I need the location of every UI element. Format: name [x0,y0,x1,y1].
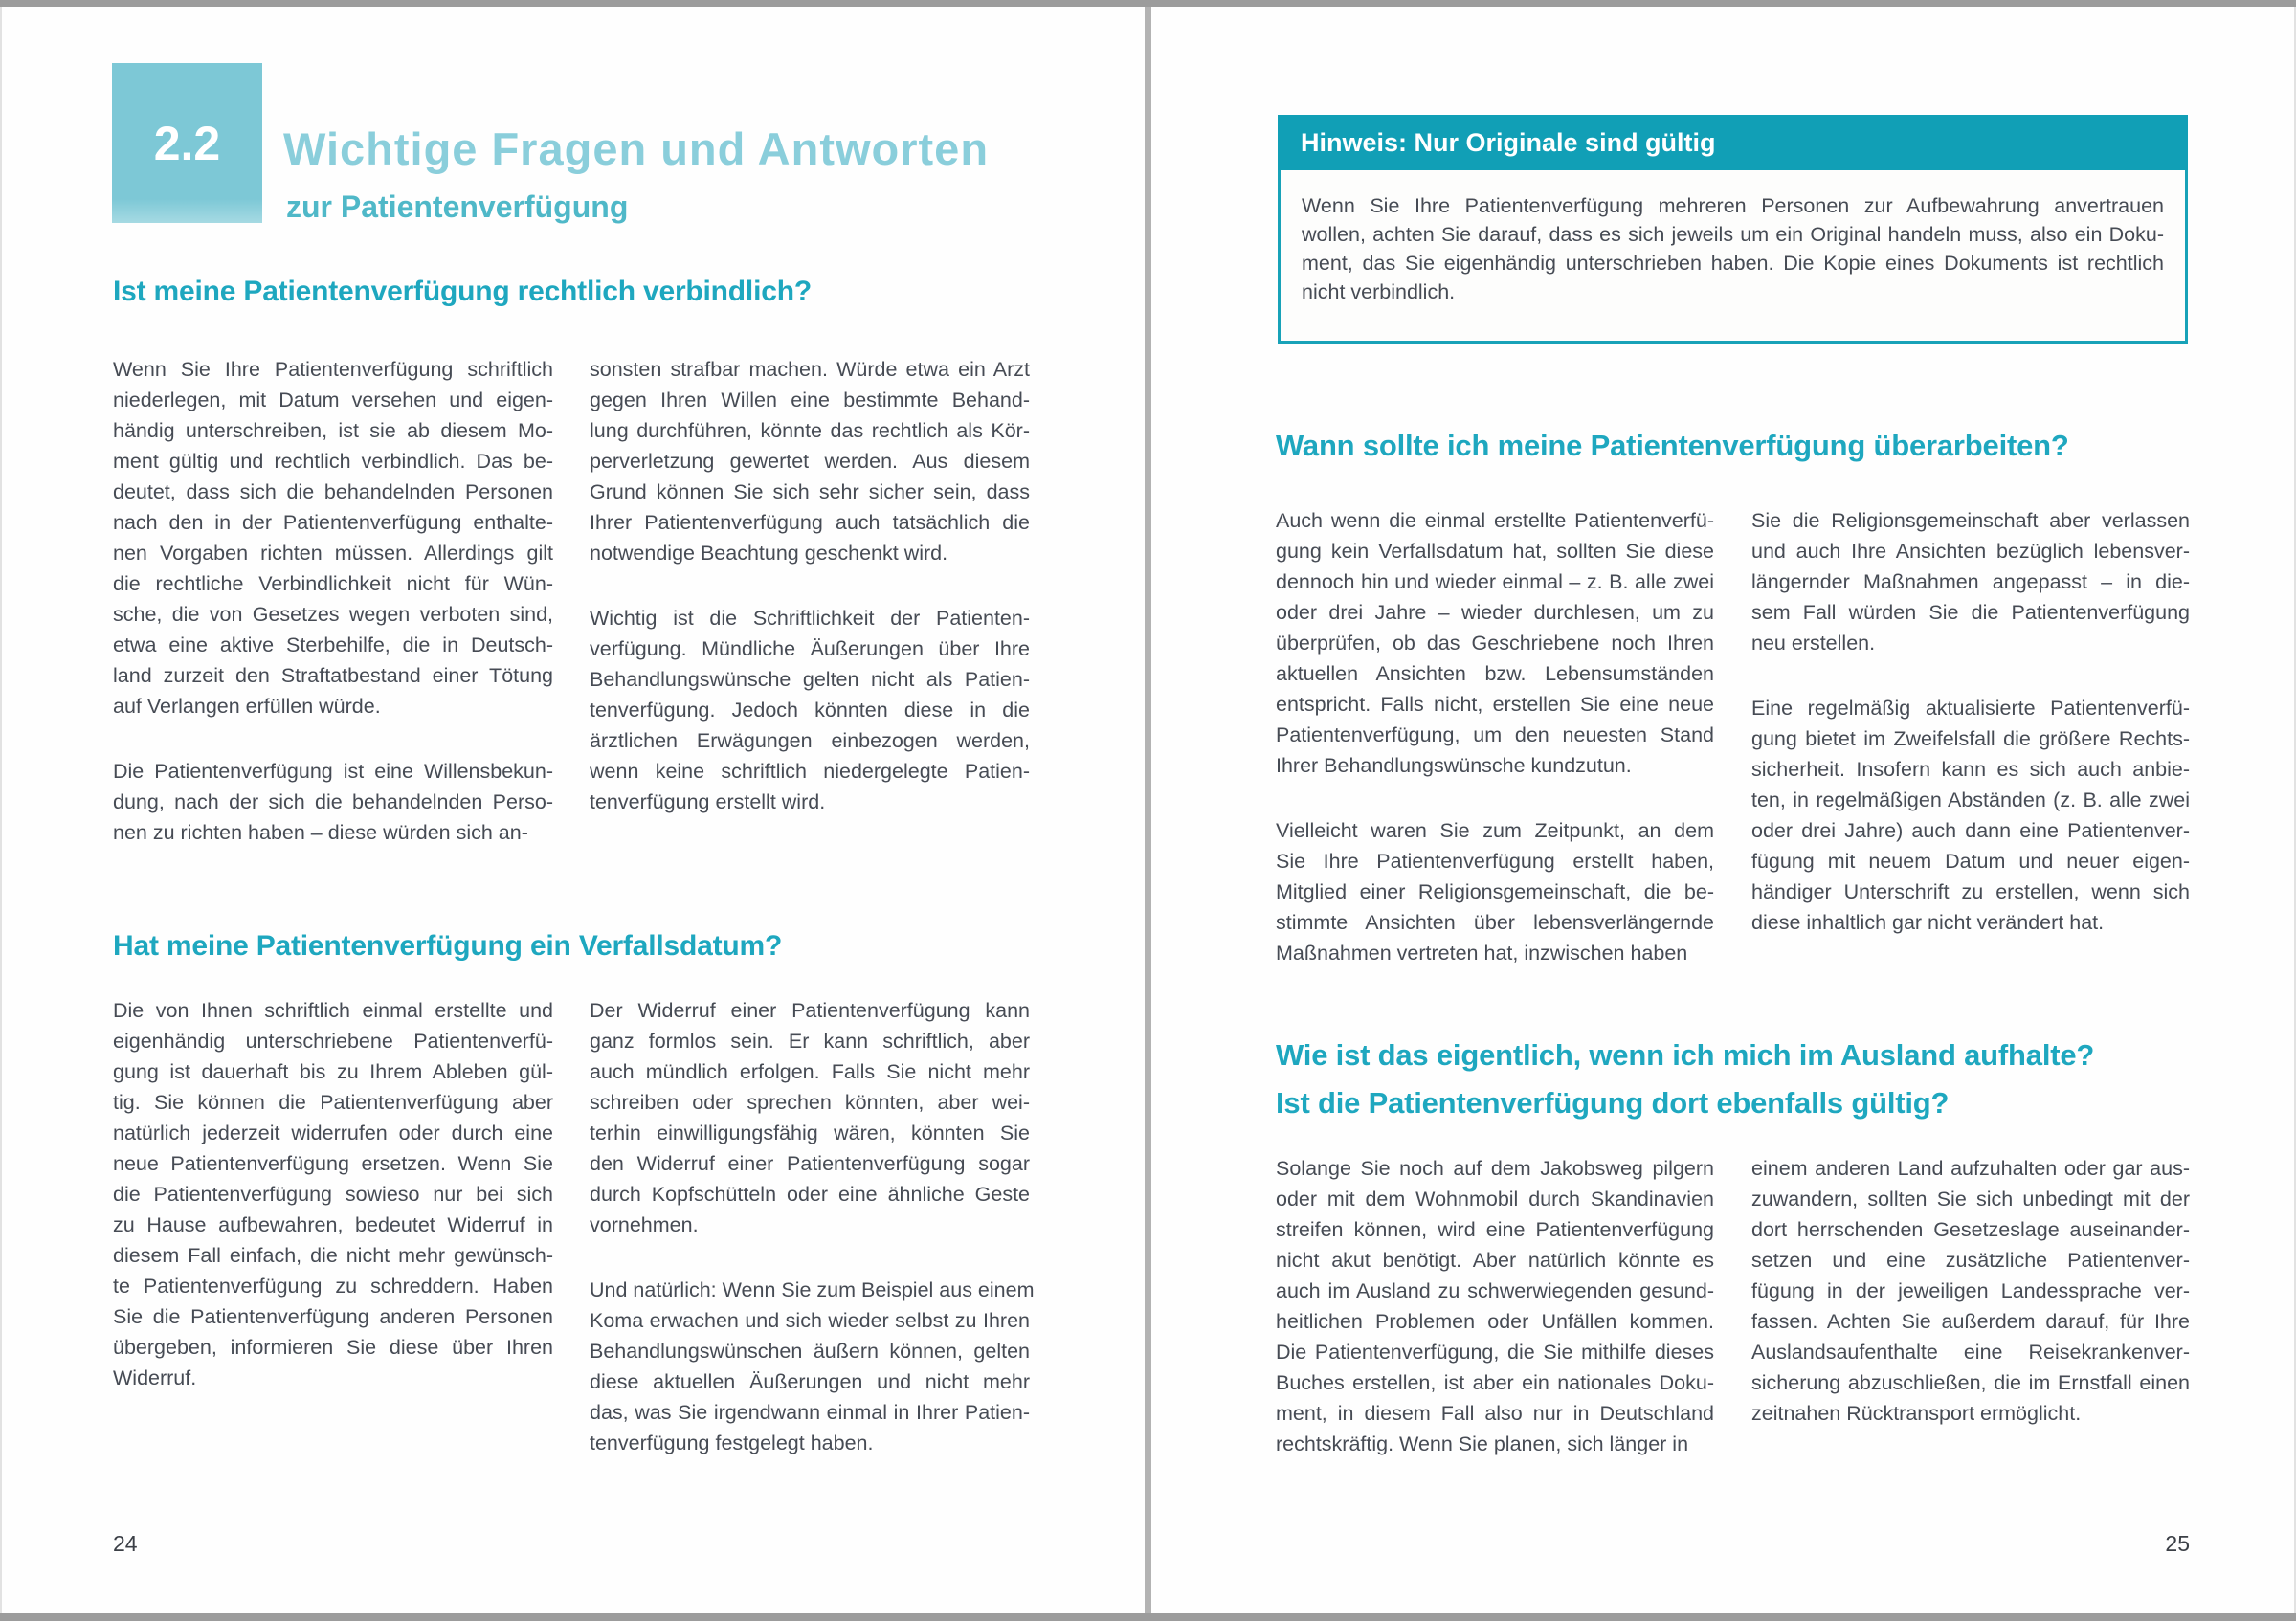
text-line: gung bietet im Zweifelsfall die größere Rechts- [1751,727,2190,750]
text-line: tenverfügung. Jedoch könnten diese in die [590,699,1030,722]
text-line: die rechtliche Verbindlichkeit nicht für Wün- [113,572,553,595]
text-line: gung kein Verfallsdatum hat, sollten Sie diese [1276,540,1714,563]
text-line: nen zu richten haben – diese würden sich an- [113,821,528,844]
text-line: schreiben oder sprechen könnten, aber wei- [590,1091,1030,1114]
text-line: gung ist dauerhaft bis zu Ihrem Ableben gül- [113,1060,553,1083]
text-line: die Patientenverfügung sowieso nur bei sich [113,1183,553,1206]
text-line: tenverfügung erstellt wird. [590,790,826,813]
text-line: fügung mit neuem Datum und neuer eigen- [1751,850,2190,873]
text-line: perverletzung gewertet werden. Aus diesem [590,450,1030,473]
paragraph [113,995,553,1393]
text-line: Patientenverfügung, um den neuesten Stand [1276,723,1714,746]
text-line: tig. Sie können die Patientenverfügung aber [113,1091,553,1114]
paragraph [590,995,1030,1240]
text-line: terhin einwilligungsfähig wären, könnten Sie [590,1121,1030,1144]
text-line: oder drei Jahre – wieder durchlesen, um zu [1276,601,1714,624]
paragraph [590,1275,1035,1458]
hinweis-box-header: Hinweis: Nur Originale sind gültig [1278,115,2188,170]
scan-edge-top [0,0,2296,7]
text-line: Koma erwachen und sich wieder selbst zu Ihren [590,1309,1030,1332]
chapter-number: 2.2 [153,116,221,170]
text-line: Wenn Sie Ihre Patientenverfügung mehreren Personen zur Aufbewahrung anvertrauen [1302,194,2164,217]
text-line: niederlegen, mit Datum versehen und eigen- [113,389,553,411]
page-gutter-divider [1145,7,1151,1613]
text-line: natürlich jederzeit widerrufen oder durch eine [113,1121,553,1144]
text-line: deutet, dass sich die behandelnden Personen [113,480,553,503]
text-line: nach den in der Patientenverfügung enthalte- [113,511,553,534]
paragraph [590,354,1030,568]
text-line: heitlichen Problemen oder Unfällen kommen. [1276,1310,1714,1333]
text-column [1276,505,1714,968]
text-line: ärztlichen Erwägungen einbezogen werden, [590,729,1030,752]
hinweis-box-body [1278,170,2188,344]
text-line: sicherheit. Insofern kann es sich auch anbie- [1751,758,2190,781]
text-line: nen Vorgaben richten müssen. Allerdings gilt [113,542,553,565]
section-heading-verbindlich: Ist meine Patientenverfügung rechtlich verbindlich? [113,276,812,307]
text-line: oder mit dem Wohnmobil durch Skandinavien [1276,1188,1714,1210]
text-line: setzen und eine zusätzliche Patientenver- [1751,1249,2190,1272]
text-line: ten, in regelmäßigen Abständen (z. B. alle zwei [1751,788,2190,811]
text-line: ment gültig und rechtlich verbindlich. Das be- [113,450,553,473]
text-line: Auslandsaufenthalte eine Reisekrankenver- [1751,1341,2190,1364]
text-line: lung durchführen, könnte das rechtlich als Kör- [590,419,1030,442]
paragraph [590,603,1030,817]
text-line: Sie die Patientenverfügung anderen Personen [113,1305,553,1328]
page-number-right: 25 [2165,1531,2190,1556]
text-line: fassen. Achten Sie außerdem darauf, für Ihre [1751,1310,2190,1333]
text-line: Grund können Sie sich sehr sicher sein, dass [590,480,1030,503]
text-line: Vielleicht waren Sie zum Zeitpunkt, an dem [1276,819,1714,842]
text-line: rechtskräftig. Wenn Sie planen, sich länger in [1276,1432,1689,1455]
text-line: eigenhändig unterschriebene Patientenverfü- [113,1030,553,1053]
text-line: Auch wenn die einmal erstellte Patientenverfü- [1276,509,1714,532]
text-line: sche, die von Gesetzes wegen verboten sind, [113,603,553,626]
text-line: wollen, achten Sie darauf, dass es sich jeweils um ein Original handeln muss, also ein Doku- [1302,223,2164,246]
text-line: Ihrer Patientenverfügung auch tatsächlich die [590,511,1030,534]
text-line: Wenn Sie Ihre Patientenverfügung schriftlich [113,358,553,381]
text-line: Solange Sie noch auf dem Jakobsweg pilgern [1276,1157,1714,1180]
text-line: wenn keine schriftlich niedergelegte Patien- [590,760,1030,783]
text-line: fügung in der jeweiligen Landessprache ver- [1751,1279,2190,1302]
text-line: stimmte Ansichten über lebensverlängernde [1276,911,1714,934]
paragraph [1276,1153,1714,1459]
text-line: Buches erstellen, ist aber ein nationales Doku- [1276,1371,1714,1394]
paragraph [113,756,553,848]
text-line: etwa eine aktive Sterbehilfe, die in Deutsch- [113,633,553,656]
chapter-subtitle: zur Patientenverfügung [286,189,629,224]
text-line: streifen können, wird eine Patientenverfügung [1276,1218,1714,1241]
section-heading-ausland-line1: Wie ist das eigentlich, wenn ich mich im Ausland aufhalte? [1276,1038,2095,1072]
section-heading-verfallsdatum: Hat meine Patientenverfügung ein Verfallsdatum? [113,930,783,962]
text-line: übergeben, informieren Sie diese über Ihren [113,1336,553,1359]
text-column [1751,505,2190,938]
paragraph [1751,693,2190,938]
text-line: längernder Maßnahmen angepasst – in die- [1751,570,2190,593]
text-line: Der Widerruf einer Patientenverfügung kann [590,999,1030,1022]
text-line: neu erstellen. [1751,632,1876,655]
text-line: diese aktuellen Äußerungen und nicht mehr [590,1370,1030,1393]
text-line: das, was Sie irgendwann einmal in Ihrer Patien- [590,1401,1030,1424]
text-line: Behandlungswünsche gelten nicht als Patien- [590,668,1030,691]
section-heading-ausland-line2: Ist die Patientenverfügung dort ebenfalls gültig? [1276,1086,1950,1120]
text-column [113,354,553,848]
chapter-title: Wichtige Fragen und Antworten [283,123,990,174]
text-line: Behandlungswünschen äußern können, gelten [590,1340,1030,1363]
text-line: neue Patientenverfügung ersetzen. Wenn Sie [113,1152,553,1175]
text-line: sem Fall würden Sie die Patientenverfügung [1751,601,2190,624]
text-line: land zurzeit den Straftatbestand einer Tötung [113,664,553,687]
text-line: überprüfen, ob das Geschriebene noch Ihren [1276,632,1714,655]
paragraph [1751,505,2190,658]
text-line: Sie Ihre Patientenverfügung erstellt haben, [1276,850,1714,873]
text-line: ganz formlos sein. Er kann schriftlich, aber [590,1030,1030,1053]
text-line: und auch Ihre Ansichten bezüglich lebensver- [1751,540,2190,563]
text-line: tenverfügung festgelegt haben. [590,1432,874,1454]
paragraph [1302,191,2164,306]
text-line: vornehmen. [590,1213,699,1236]
chapter-number-box [112,63,262,223]
text-line: te Patientenverfügung zu schreddern. Haben [113,1275,553,1298]
text-column [590,995,1035,1458]
text-line: den Widerruf einer Patientenverfügung sogar [590,1152,1030,1175]
text-line: aktuellen Ansichten bzw. Lebensumständen [1276,662,1714,685]
text-line: Maßnahmen vertreten hat, inzwischen haben [1276,942,1688,965]
text-line: nicht verbindlich. [1302,280,1456,303]
text-line: Sie die Religionsgemeinschaft aber verlassen [1751,509,2190,532]
text-column [1751,1153,2190,1429]
scan-edge-bottom [0,1613,2296,1621]
text-line: Wichtig ist die Schriftlichkeit der Patienten- [590,607,1030,630]
section-heading-ausland [1276,1032,2094,1127]
text-line: diese inhaltlich gar nicht verändert hat. [1751,911,2105,934]
text-column [1276,1153,1714,1459]
text-line: ment, in diesem Fall also nur in Deutschland [1276,1402,1714,1425]
page-number-left: 24 [113,1531,138,1556]
text-line: dort herrschenden Gesetzeslage auseinander- [1751,1218,2190,1241]
text-column [590,354,1030,817]
text-line: dennoch hin und wieder einmal – z. B. alle zwei [1276,570,1714,593]
text-line: sicherung abzuschließen, die im Ernstfall einen [1751,1371,2190,1394]
text-line: Die Patientenverfügung ist eine Willensbekun- [113,760,553,783]
text-line: notwendige Beachtung geschenkt wird. [590,542,948,565]
text-line: nicht akut benötigt. Aber natürlich könnte es [1276,1249,1714,1272]
text-column [113,995,553,1393]
text-line: Ihrer Behandlungswünsche kundzutun. [1276,754,1632,777]
paragraph [113,354,553,722]
text-line: auch im Ausland zu schwerwiegenden gesund- [1276,1279,1714,1302]
paragraph [1276,815,1714,968]
paragraph [1751,1153,2190,1429]
text-line: zu Hause aufbewahren, bedeutet Widerruf in [113,1213,553,1236]
paragraph [1276,505,1714,781]
text-line: verfügung. Mündliche Äußerungen über Ihre [590,637,1030,660]
text-line: durch Kopfschütteln oder eine ähnliche Geste [590,1183,1030,1206]
text-line: auf Verlangen erfüllen würde. [113,695,381,718]
text-line: zeitnahen Rücktransport ermöglicht. [1751,1402,2082,1425]
text-line: auch mündlich erfolgen. Falls Sie nicht mehr [590,1060,1030,1083]
text-line: oder drei Jahre) auch dann eine Patientenver- [1751,819,2190,842]
text-line: Mitglied einer Religionsgemeinschaft, die be- [1276,880,1714,903]
text-line: Die von Ihnen schriftlich einmal erstellte und [113,999,553,1022]
text-line: händig unterschreiben, ist sie ab diesem Mo- [113,419,553,442]
text-line: Widerruf. [113,1366,197,1389]
text-line: sonsten strafbar machen. Würde etwa ein Arzt [590,358,1030,381]
text-line: einem anderen Land aufzuhalten oder gar aus- [1751,1157,2190,1180]
text-line: Die Patientenverfügung, die Sie mithilfe dieses [1276,1341,1714,1364]
text-line: entspricht. Falls nicht, erstellen Sie eine neue [1276,693,1714,716]
text-line: zuwandern, sollten Sie sich unbedingt mit der [1751,1188,2190,1210]
section-heading-ueberarbeiten: Wann sollte ich meine Patientenverfügung überarbeiten? [1276,429,2069,462]
text-line: Und natürlich: Wenn Sie zum Beispiel aus einem [590,1278,1035,1301]
text-line: ment, das Sie eigenhändig unterschrieben haben. Die Kopie eines Dokuments ist rechtlich [1302,252,2164,275]
text-line: gegen Ihren Willen eine bestimmte Behand- [590,389,1030,411]
text-line: dung, nach der sich die behandelnden Perso- [113,790,553,813]
text-line: händiger Unterschrift zu erstellen, wenn sich [1751,880,2190,903]
text-line: diesem Fall einfach, die nicht mehr gewünsch- [113,1244,553,1267]
text-line: Eine regelmäßig aktualisierte Patientenverfü- [1751,697,2190,720]
